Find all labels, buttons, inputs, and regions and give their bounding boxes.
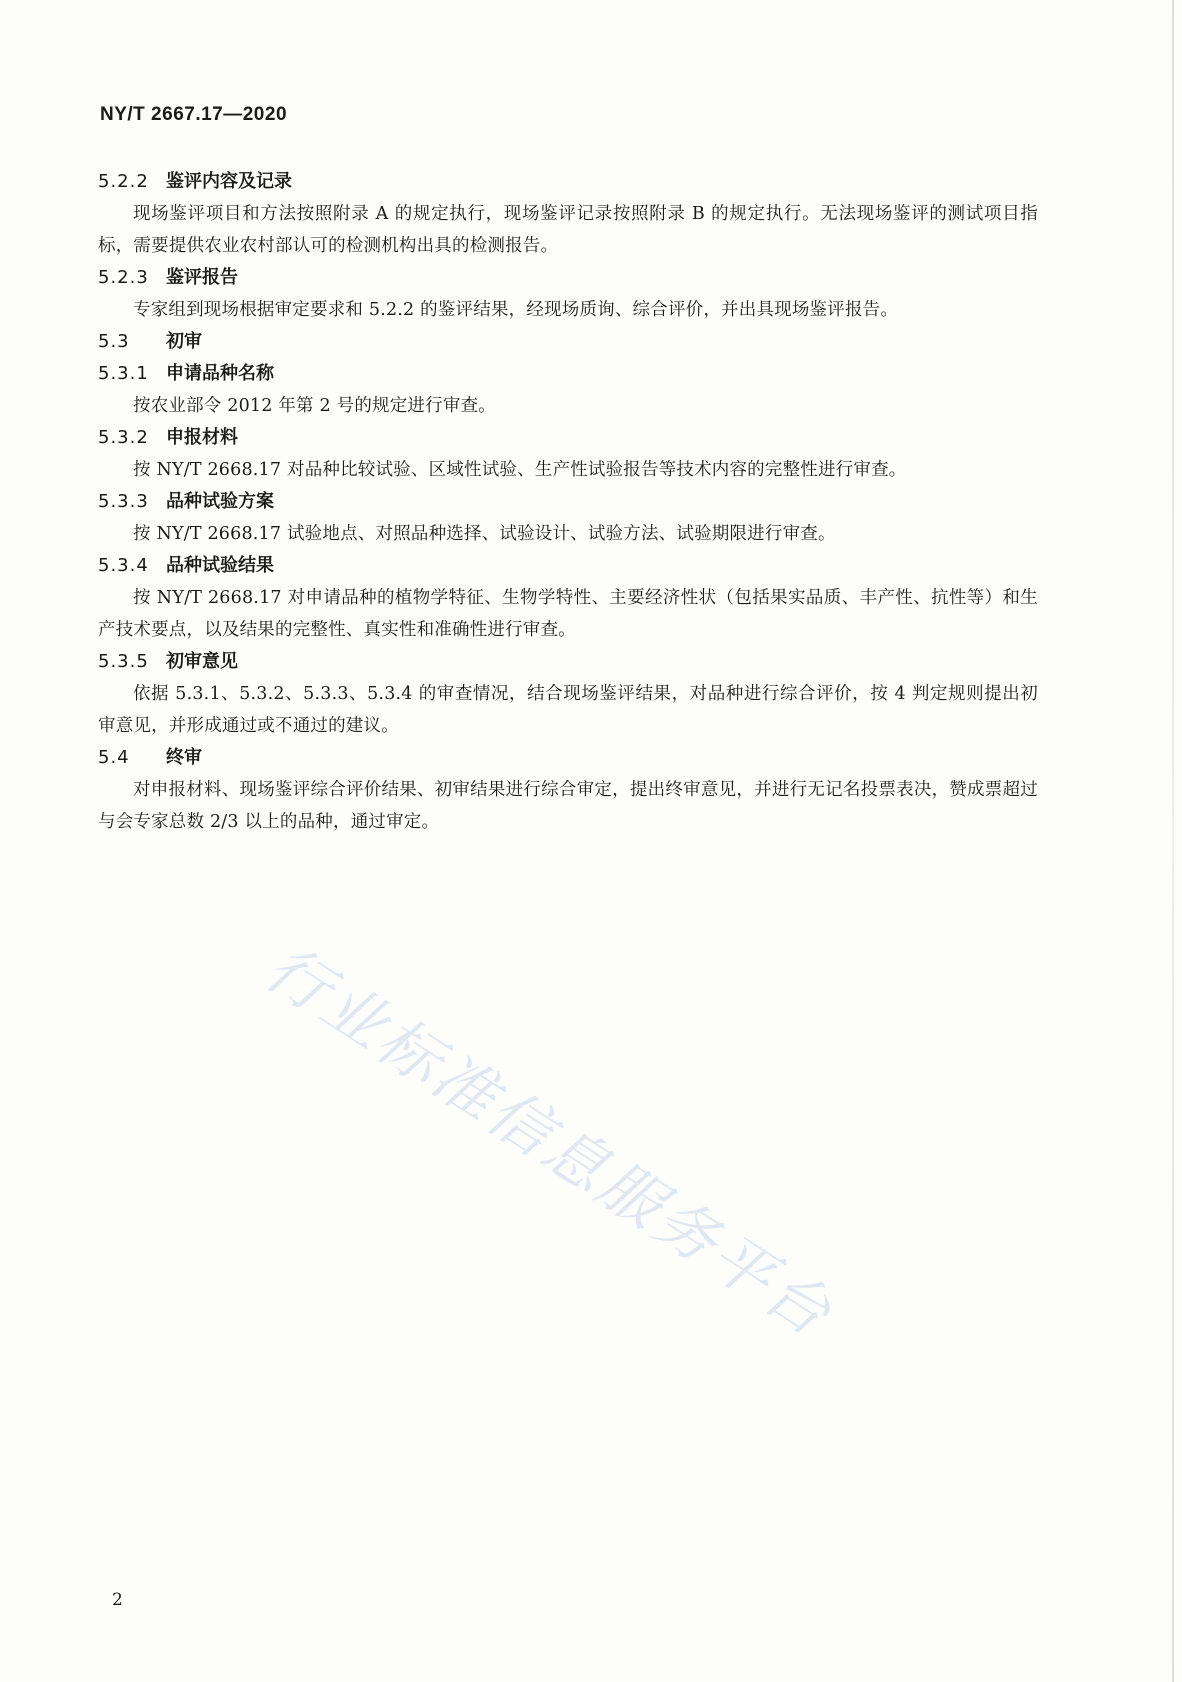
section-heading — [98, 646, 1038, 678]
section-5-3-3 — [98, 486, 1038, 550]
section-text: 按农业部令 2012 年第 2 号的规定进行审查。 — [133, 396, 496, 416]
section-number: 5.2.3 — [98, 267, 149, 288]
section-text: 依据 5.3.1、5.3.2、5.3.3、5.3.4 的审查情况，结合现场鉴评结果，对品种进行综合评价，按 4 判定规则提出初审意见，并形成通过或不通过的建议。 — [98, 684, 1038, 736]
section-5-2-3 — [98, 262, 1038, 326]
section-heading — [98, 358, 1038, 390]
section-text: 按 NY/T 2668.17 对品种比较试验、区域性试验、生产性试验报告等技术内容的完整性进行审查。 — [133, 460, 907, 480]
section-heading — [98, 166, 1038, 198]
section-title: 申请品种名称 — [166, 363, 274, 384]
section-5-4 — [98, 742, 1038, 838]
section-title: 初审 — [166, 331, 202, 352]
section-number: 5.4 — [98, 747, 130, 768]
standard-code: NY/T 2667.17—2020 — [100, 104, 288, 125]
section-5-3-5 — [98, 646, 1038, 742]
page-number: 2 — [112, 1590, 123, 1610]
section-text: 专家组到现场根据审定要求和 5.2.2 的鉴评结果，经现场质询、综合评价，并出具现场鉴评报告。 — [133, 300, 899, 320]
section-text: 对申报材料、现场鉴评综合评价结果、初审结果进行综合审定，提出终审意见，并进行无记名投票表决，赞成票超过与会专家总数 2/3 以上的品种，通过审定。 — [98, 780, 1038, 832]
section-number: 5.3.2 — [98, 427, 149, 448]
section-text: 现场鉴评项目和方法按照附录 A 的规定执行，现场鉴评记录按照附录 B 的规定执行。无法现场鉴评的测试项目指标，需要提供农业农村部认可的检测机构出具的检测报告。 — [98, 204, 1038, 256]
section-heading — [98, 486, 1038, 518]
document-body — [98, 166, 1038, 838]
section-title: 鉴评报告 — [166, 267, 238, 288]
section-title: 初审意见 — [166, 651, 238, 672]
section-number: 5.3.3 — [98, 491, 149, 512]
section-5-3-4 — [98, 550, 1038, 646]
section-5-2-2 — [98, 166, 1038, 262]
section-heading — [98, 550, 1038, 582]
section-number: 5.3.1 — [98, 363, 149, 384]
section-number: 5.3 — [98, 331, 130, 352]
section-heading — [98, 262, 1038, 294]
section-text: 按 NY/T 2668.17 试验地点、对照品种选择、试验设计、试验方法、试验期限进行审查。 — [133, 524, 836, 544]
section-5-3-2 — [98, 422, 1038, 486]
section-heading — [98, 422, 1038, 454]
watermark: 行业标准信息服务平台 — [253, 930, 847, 1352]
section-number: 5.2.2 — [98, 171, 149, 192]
section-number: 5.3.5 — [98, 651, 149, 672]
section-title: 品种试验方案 — [166, 491, 274, 512]
section-text: 按 NY/T 2668.17 对申请品种的植物学特征、生物学特性、主要经济性状（包括果实品质、丰产性、抗性等）和生产技术要点，以及结果的完整性、真实性和准确性进行审查。 — [98, 588, 1038, 640]
section-heading — [98, 742, 1038, 774]
section-title: 终审 — [166, 747, 202, 768]
section-5-3-1 — [98, 358, 1038, 422]
section-number: 5.3.4 — [98, 555, 149, 576]
section-heading — [98, 326, 1038, 358]
section-title: 申报材料 — [166, 427, 238, 448]
section-title: 鉴评内容及记录 — [166, 171, 292, 192]
section-title: 品种试验结果 — [166, 555, 274, 576]
section-5-3 — [98, 326, 1038, 358]
scan-edge — [1172, 0, 1174, 1682]
